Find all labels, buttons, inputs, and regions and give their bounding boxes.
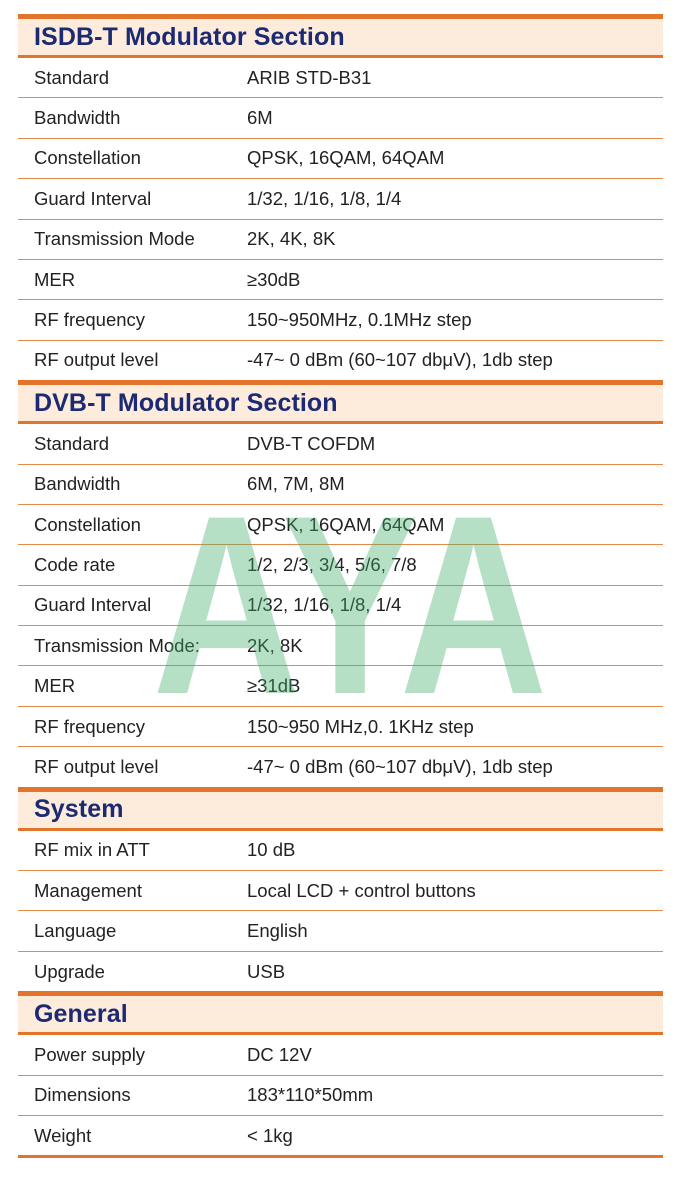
row-value: QPSK, 16QAM, 64QAM [247,147,445,169]
table-row [18,139,663,179]
table-row [18,1035,663,1075]
table-row [18,179,663,219]
row-label: Constellation [34,513,141,535]
section-title: System [34,795,124,824]
table-row [18,831,663,871]
row-label: Code rate [34,553,116,575]
row-value: 150~950MHz, 0.1MHz step [247,309,472,331]
row-value: USB [247,960,286,982]
row-label: RF output level [34,349,159,371]
table-row [18,465,663,505]
table-row [18,220,663,260]
table-row [18,58,663,98]
row-label: Transmission Mode: [34,634,200,656]
spec-sheet [18,14,663,1158]
row-value: 6M, 7M, 8M [247,473,345,495]
row-value: < 1kg [247,1124,293,1146]
row-label: RF mix in ATT [34,839,150,861]
row-label: Dimensions [34,1084,131,1106]
section-title: DVB-T Modulator Section [34,388,338,417]
row-label: Weight [34,1124,92,1146]
row-label: Management [34,879,142,901]
row-value: DVB-T COFDM [247,432,376,454]
table-row [18,260,663,300]
section-title: ISDB-T Modulator Section [34,22,345,51]
row-value: ≥31dB [247,675,301,697]
section-header [18,380,663,424]
section-header [18,14,663,58]
table-row [18,300,663,340]
row-label: Power supply [34,1043,146,1065]
row-value: ARIB STD-B31 [247,66,372,88]
row-label: Guard Interval [34,187,152,209]
row-value: English [247,920,308,942]
section-general [18,991,663,1155]
row-value: -47~ 0 dBm (60~107 dbμV), 1db step [247,349,553,371]
table-row [18,505,663,545]
row-label: Language [34,920,117,942]
row-value: -47~ 0 dBm (60~107 dbμV), 1db step [247,755,553,777]
table-row [18,586,663,626]
row-label: Constellation [34,147,141,169]
row-value: DC 12V [247,1043,312,1065]
table-row [18,911,663,951]
section-header [18,991,663,1035]
row-label: Bandwidth [34,473,121,495]
spec-table [18,58,663,380]
section-header [18,787,663,831]
section-isdbt [18,14,663,380]
row-label: Standard [34,432,110,454]
row-value: Local LCD + control buttons [247,879,476,901]
row-value: ≥30dB [247,268,301,290]
row-value: 2K, 8K [247,634,303,656]
watermark-text: AYA [152,488,548,703]
table-row [18,666,663,706]
row-label: MER [34,268,76,290]
table-row [18,707,663,747]
row-value: 1/2, 2/3, 3/4, 5/6, 7/8 [247,553,417,575]
table-row [18,747,663,786]
bottom-divider [18,1155,663,1158]
spec-table [18,424,663,787]
spec-table [18,831,663,992]
table-row [18,871,663,911]
table-row [18,1116,663,1155]
table-row [18,98,663,138]
row-label: Bandwidth [34,107,121,129]
row-label: RF output level [34,755,159,777]
table-row [18,952,663,991]
section-dvbt [18,380,663,787]
row-value: 183*110*50mm [247,1084,374,1106]
table-row [18,341,663,380]
row-value: 150~950 MHz,0. 1KHz step [247,715,474,737]
row-value: 2K, 4K, 8K [247,228,336,250]
row-label: RF frequency [34,309,146,331]
row-label: MER [34,675,76,697]
section-title: General [34,999,128,1028]
row-label: Upgrade [34,960,105,982]
row-label: Transmission Mode [34,228,195,250]
row-value: 6M [247,107,273,129]
spec-table [18,1035,663,1155]
table-row [18,424,663,464]
row-value: 10 dB [247,839,296,861]
table-row [18,545,663,585]
row-value: 1/32, 1/16, 1/8, 1/4 [247,187,402,209]
row-value: QPSK, 16QAM, 64QAM [247,513,445,535]
section-system [18,787,663,992]
table-row [18,1076,663,1116]
row-label: Guard Interval [34,594,152,616]
row-label: Standard [34,66,110,88]
row-value: 1/32, 1/16, 1/8, 1/4 [247,594,402,616]
table-row [18,626,663,666]
row-label: RF frequency [34,715,146,737]
